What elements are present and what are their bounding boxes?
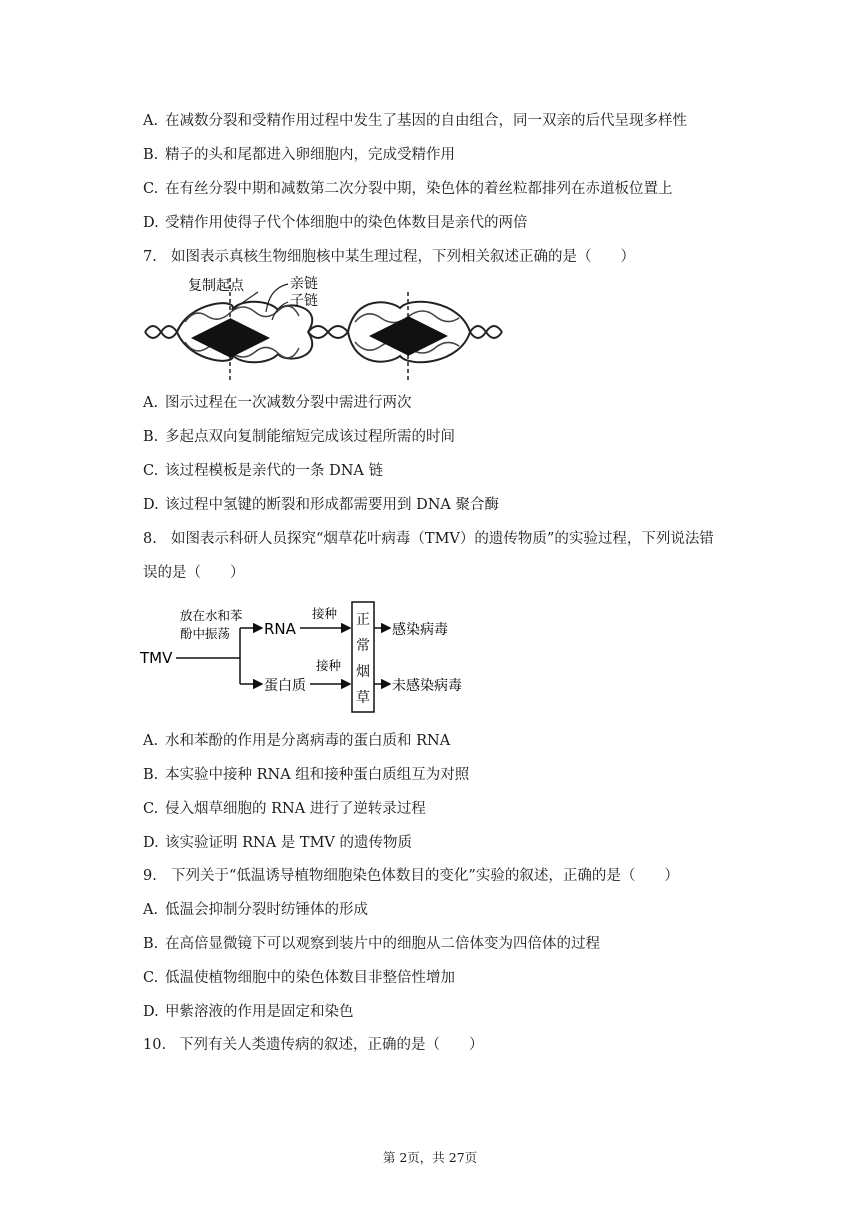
- q7-stem: 7. 如图表示真核生物细胞核中某生理过程，下列相关叙述正确的是（ ）: [143, 249, 635, 265]
- q10-stem: 10. 下列有关人类遗传病的叙述，正确的是（ ）: [143, 1037, 484, 1053]
- replication-bubble-2: [348, 292, 470, 382]
- q9-option-a: A. 低温会抑制分裂时纺锤体的形成: [143, 902, 368, 918]
- q9-option-d: D. 甲紫溶液的作用是固定和染色: [143, 1004, 354, 1020]
- shake-step-label-1: 放在水和苯: [180, 608, 243, 623]
- q6-option-d: D. 受精作用使得子代个体细胞中的染色体数目是亲代的两倍: [143, 215, 528, 231]
- q7-option-c: C. 该过程模板是亲代的一条 DNA 链: [143, 463, 384, 479]
- inoculate-label-1: 接种: [312, 606, 338, 621]
- page-footer: 第 2页，共 27页: [382, 1150, 478, 1165]
- box-char-1: 正: [356, 612, 370, 628]
- q7-option-d: D. 该过程中氢键的断裂和形成都需要用到 DNA 聚合酶: [143, 497, 500, 513]
- box-char-4: 草: [356, 690, 370, 706]
- tmv-experiment-figure: [140, 600, 480, 718]
- label-daughter-strand: 子链: [290, 293, 318, 309]
- box-char-2: 常: [356, 638, 370, 654]
- q8-option-a: A. 水和苯酚的作用是分离病毒的蛋白质和 RNA: [143, 733, 451, 749]
- q8-option-d: D. 该实验证明 RNA 是 TMV 的遗传物质: [143, 835, 413, 851]
- uninfected-result: 未感染病毒: [392, 678, 462, 694]
- q6-option-a: A. 在减数分裂和受精作用过程中发生了基因的自由组合，同一双亲的后代呈现多样性: [143, 113, 687, 129]
- dna-replication-figure: [140, 270, 510, 385]
- q6-option-c: C. 在有丝分裂中期和减数第二次分裂中期，染色体的着丝粒都排列在赤道板位置上: [143, 181, 673, 197]
- inoculate-label-2: 接种: [316, 658, 342, 673]
- infected-result: 感染病毒: [392, 622, 448, 638]
- rna-label: RNA: [264, 620, 296, 638]
- q8-stem-line-2: 误的是（ ）: [143, 565, 245, 581]
- q7-option-b: B. 多起点双向复制能缩短完成该过程所需的时间: [143, 429, 455, 445]
- q9-option-c: C. 低温使植物细胞中的染色体数目非整倍性增加: [143, 970, 455, 986]
- label-origin: 复制起点: [188, 278, 244, 294]
- box-char-3: 烟: [356, 664, 370, 680]
- tmv-label: TMV: [140, 649, 173, 667]
- q9-stem: 9. 下列关于“低温诱导植物细胞染色体数目的变化”实验的叙述，正确的是（ ）: [143, 868, 679, 884]
- q7-option-a: A. 图示过程在一次减数分裂中需进行两次: [143, 395, 412, 411]
- q8-option-c: C. 侵入烟草细胞的 RNA 进行了逆转录过程: [143, 801, 426, 817]
- q8-option-b: B. 本实验中接种 RNA 组和接种蛋白质组互为对照: [143, 767, 470, 783]
- protein-label: 蛋白质: [264, 678, 306, 694]
- q9-option-b: B. 在高倍显微镜下可以观察到装片中的细胞从二倍体变为四倍体的过程: [143, 936, 600, 952]
- shake-step-label-2: 酚中振荡: [180, 626, 231, 641]
- q6-option-b: B. 精子的头和尾都进入卵细胞内，完成受精作用: [143, 147, 455, 163]
- q8-stem-line-1: 8. 如图表示科研人员探究“烟草花叶病毒（TMV）的遗传物质”的实验过程，下列说法错: [143, 531, 714, 547]
- label-parent-strand: 亲链: [290, 276, 318, 292]
